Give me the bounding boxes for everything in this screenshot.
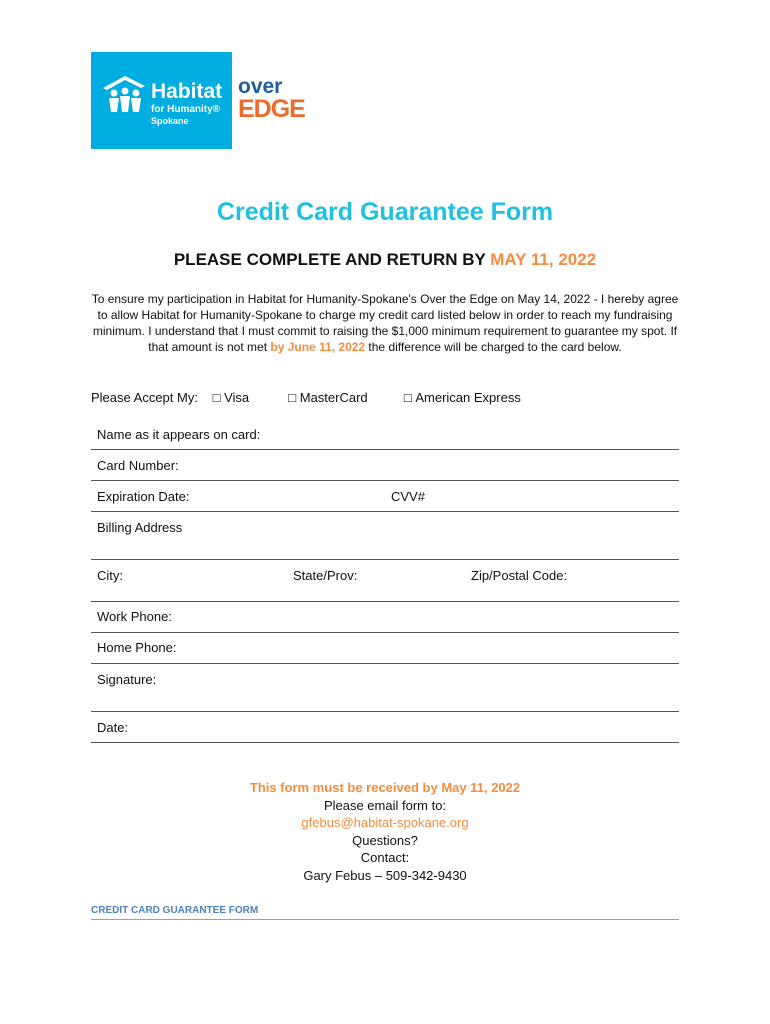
page-title: Credit Card Guarantee Form [216, 198, 554, 226]
option-label: Visa [224, 390, 250, 405]
field-label: Date: [97, 720, 129, 735]
field-label: State/Prov: [293, 568, 358, 583]
field-label: Home Phone: [97, 640, 177, 655]
field-label: Zip/Postal Code: [471, 568, 568, 583]
habitat-logo [91, 52, 232, 149]
questions-text: Questions? [352, 832, 418, 848]
logo-edge: EDGE [238, 95, 305, 123]
over-the-edge-logo [238, 76, 305, 122]
logo-habitat: Habitat [151, 80, 223, 103]
page-footer: CREDIT CARD GUARANTEE FORM [91, 905, 259, 916]
checkbox-icon: □ [288, 390, 297, 405]
intro-text: To ensure my participation in Habitat for Humanity-Spokane's Over the Edge on May 14, 2022 - I hereby agree to allow Habitat for Humanity-Spokane to charge my credit card listed below in order to reach my fundraising minimum. I understand that I must commit to raising the $1,000 minimum requirement to guarantee my spot. If that amount is not met [91, 292, 679, 354]
field-label: Expiration Date: [97, 489, 190, 504]
house-people-icon [101, 74, 147, 114]
checkbox-mastercard[interactable] [288, 390, 400, 405]
field-label: City: [97, 568, 123, 583]
card-number-field[interactable] [91, 450, 679, 481]
field-label: Name as it appears on card: [97, 427, 261, 442]
accept-label: Please Accept My: [91, 390, 198, 405]
return-by-heading [0, 250, 770, 270]
contact-label: Contact: [360, 850, 410, 865]
date-field[interactable] [91, 712, 679, 743]
signature-field[interactable] [91, 664, 679, 712]
field-label: Billing Address [97, 520, 183, 535]
name-field[interactable] [91, 420, 679, 450]
footer-divider [91, 919, 679, 920]
intro-paragraph [91, 291, 679, 355]
email-prompt: Please email form to: [323, 797, 447, 813]
field-label: Signature: [97, 672, 157, 687]
heading-prefix: PLEASE COMPLETE AND RETURN BY [173, 250, 491, 269]
logo-for-humanity: for Humanity® [151, 104, 221, 115]
heading-date: MAY 11, 2022 [490, 250, 597, 269]
contact-name-phone: Gary Febus – 509-342-9430 [303, 867, 467, 883]
card-type-selection [91, 390, 521, 405]
logo-spokane: Spokane [151, 116, 189, 126]
work-phone-field[interactable] [91, 602, 679, 633]
billing-address-field[interactable] [91, 512, 679, 560]
logo-over: over [238, 75, 283, 98]
field-label: Card Number: [97, 458, 179, 473]
email-link[interactable]: gfebus@habitat-spokane.org [301, 815, 469, 830]
expiration-cvv-row[interactable] [91, 481, 679, 512]
field-label: CVV# [391, 489, 425, 504]
checkbox-visa[interactable] [213, 390, 285, 405]
checkbox-icon: □ [403, 390, 412, 405]
deadline-note: This form must be received by May 11, 2022 [249, 780, 521, 795]
field-label: Work Phone: [97, 609, 172, 624]
intro-text-end: the difference will be charged to the card below. [365, 340, 622, 354]
submission-info [0, 779, 770, 884]
city-state-zip-row[interactable] [91, 560, 679, 602]
intro-deadline: by June 11, 2022 [270, 340, 366, 354]
checkbox-icon: □ [212, 390, 221, 405]
option-label: MasterCard [299, 390, 368, 405]
option-label: American Express [415, 390, 521, 405]
home-phone-field[interactable] [91, 633, 679, 664]
checkbox-amex[interactable] [404, 390, 521, 405]
